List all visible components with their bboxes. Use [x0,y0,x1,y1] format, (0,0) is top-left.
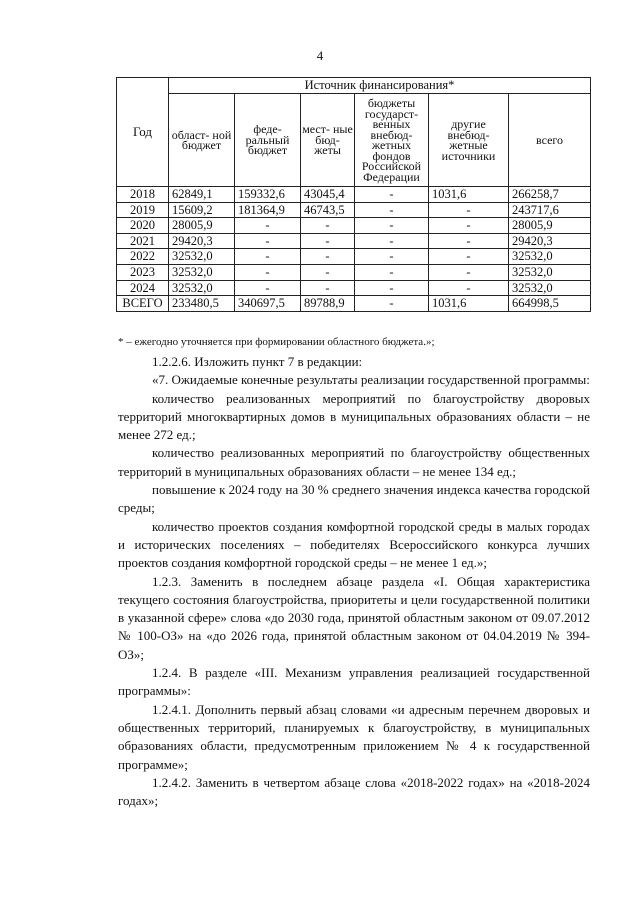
table-row [117,264,591,280]
table-cell: 32532,0 [509,264,591,280]
table-cell: - [301,249,355,265]
table-cell: 43045,4 [301,187,355,203]
financing-table [116,77,591,312]
table-cell: - [429,202,509,218]
table-row [117,187,591,203]
table-cell: - [429,280,509,296]
table-cell: - [429,264,509,280]
table-cell: - [301,264,355,280]
table-cell: 28005,9 [509,218,591,234]
table-cell: 62849,1 [169,187,235,203]
table-cell: 32532,0 [169,264,235,280]
year-cell: 2024 [117,280,169,296]
table-cell: - [355,233,429,249]
table-cell: 32532,0 [509,249,591,265]
table-cell: - [235,280,301,296]
table-cell: 1031,6 [429,187,509,203]
column-header: феде- ральный бюджет [235,94,301,187]
table-cell: - [355,296,429,312]
table-cell: 266258,7 [509,187,591,203]
paragraph: количество проектов создания комфортной городской среды в малых городах и исторических поселениях – победителях Всероссийского конкурса лучших проектов создания комфортной городской среды – не менее 1 ед.»; [118,518,590,571]
paragraph: 1.2.3. Заменить в последнем абзаце раздела «I. Общая характеристика текущего состояния благоустройства, приоритеты и цели государственной политики в указанной сфере» слова «до 2030 года, принятой областным законом от 09.07.2012 № 100-ОЗ» на «до 2026 года, принятой областным законом от 04.04.2019 № 394-ОЗ»; [118,573,590,662]
year-cell: 2021 [117,233,169,249]
table-cell: - [355,280,429,296]
table-cell: 233480,5 [169,296,235,312]
table-cell: - [235,233,301,249]
table-cell: 28005,9 [169,218,235,234]
table-footnote: * – ежегодно уточняется при формировании областного бюджета.»; [118,336,435,348]
year-column-header: Год [117,78,169,187]
paragraph: повышение к 2024 году на 30 % среднего значения индекса качества городской среды; [118,482,590,516]
table-cell: - [355,264,429,280]
table-cell: 1031,6 [429,296,509,312]
paragraph: количество реализованных мероприятий по благоустройству общественных территорий в муниципальных образованиях области – не менее 134 ед.; [118,445,590,479]
table-cell: - [355,187,429,203]
column-header: другие внебюд- жетные источники [429,94,509,187]
table-cell: - [301,280,355,296]
total-label-cell: ВСЕГО [117,296,169,312]
paragraph: количество реализованных мероприятий по благоустройству дворовых территорий многоквартирных домов в муниципальных образованиях области – не менее 272 ед.; [118,390,590,443]
table-row [117,218,591,234]
table-cell: - [235,249,301,265]
document-body [118,353,590,810]
table-cell: 340697,5 [235,296,301,312]
table-cell: - [301,218,355,234]
table-cell: 89788,9 [301,296,355,312]
paragraph: 1.2.2.6. Изложить пункт 7 в редакции: [152,354,363,369]
table-row [117,233,591,249]
table-cell: 664998,5 [509,296,591,312]
page-number: 4 [316,48,324,63]
table-cell: - [235,264,301,280]
year-cell: 2023 [117,264,169,280]
year-cell: 2020 [117,218,169,234]
column-header: мест- ные бюд- жеты [301,94,355,187]
financing-source-header: Источник финансирования* [169,78,591,94]
table-cell: - [355,249,429,265]
table-cell: 243717,6 [509,202,591,218]
table-cell: - [355,202,429,218]
table-cell: - [429,233,509,249]
table-cell: - [235,218,301,234]
table-cell: 29420,3 [169,233,235,249]
year-cell: 2022 [117,249,169,265]
table-row [117,249,591,265]
table-cell: 32532,0 [169,280,235,296]
column-header: всего [509,94,591,187]
table-cell: 32532,0 [169,249,235,265]
paragraph: 1.2.4.2. Заменить в четвертом абзаце слова «2018-2022 годах» на «2018-2024 годах»; [118,774,590,809]
table-cell: - [355,218,429,234]
paragraph: «7. Ожидаемые конечные результаты реализации государственной программы: [152,372,590,388]
table-total-row [117,296,591,312]
table-row [117,202,591,218]
table-cell: 15609,2 [169,202,235,218]
year-cell: 2019 [117,202,169,218]
paragraph: 1.2.4. В разделе «III. Механизм управления реализацией государственной программы»: [118,665,590,699]
paragraph: 1.2.4.1. Дополнить первый абзац словами «и адресным перечнем дворовых и общественных территорий, планируемых к благоустройству, в муниципальных образованиях области, предусмотренным приложением № 4 к государственной программе»; [118,701,590,772]
table-cell: 181364,9 [235,202,301,218]
table-cell: - [429,249,509,265]
year-cell: 2018 [117,187,169,203]
table-cell: - [429,218,509,234]
column-header: област- ной бюджет [169,94,235,187]
table-cell: 29420,3 [509,233,591,249]
column-header: бюджеты государст- венных внебюд- жетных фондов Российской Федерации [355,94,429,187]
table-cell: 46743,5 [301,202,355,218]
table-cell: 159332,6 [235,187,301,203]
table-cell: 32532,0 [509,280,591,296]
table-row [117,280,591,296]
table-cell: - [301,233,355,249]
